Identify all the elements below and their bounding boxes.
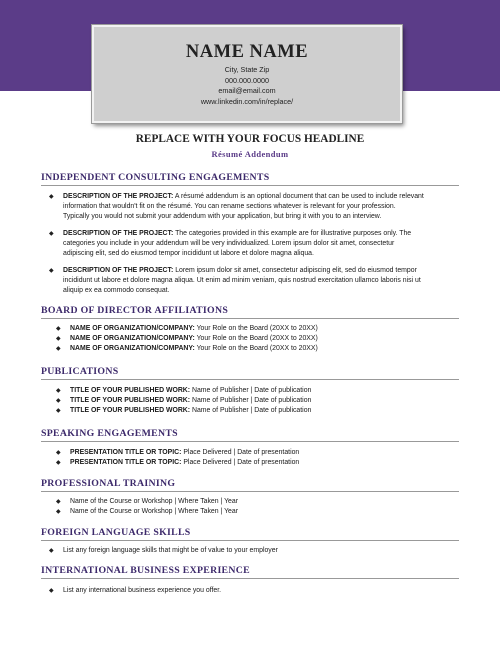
section-divider: [41, 185, 459, 186]
section-title-speaking: SPEAKING ENGAGEMENTS: [41, 428, 178, 439]
section-title-board: BOARD OF DIRECTOR AFFILIATIONS: [41, 305, 229, 316]
section-divider: [41, 540, 459, 541]
section-divider: [41, 441, 459, 442]
list-item: [49, 266, 463, 296]
item-text: Name of Publisher | Date of publication: [192, 407, 312, 414]
item-text: information that wouldn't fit on the résumé. You can rename sections whatever is relevant for your profession.: [63, 203, 396, 210]
publications-list: [56, 386, 460, 416]
list-item: [56, 507, 460, 517]
item-text: Place Delivered | Date of presentation: [183, 459, 300, 466]
item-text: incididunt ut labore et dolore magna aliqua. Ut enim ad minim veniam, quis nostrud exercitation ullamco laboris nisi ut: [63, 277, 421, 284]
email-line: email@email.com: [218, 86, 276, 95]
diamond-bullet-icon: ◆: [56, 509, 61, 515]
training-list: [56, 497, 460, 517]
list-item: [49, 546, 463, 556]
item-label: PRESENTATION TITLE OR TOPIC:: [70, 459, 182, 466]
item-text: adipiscing elit, sed do eiusmod tempor incididunt ut labore et dolore magna aliqua.: [63, 250, 314, 257]
item-label: NAME OF ORGANIZATION/COMPANY:: [70, 345, 195, 352]
diamond-bullet-icon: ◆: [56, 499, 61, 505]
phone-line: 000.000.0000: [225, 75, 269, 85]
list-item: [49, 192, 463, 222]
section-title-training: PROFESSIONAL TRAINING: [41, 478, 176, 489]
city-line: City, State Zip: [224, 65, 270, 74]
item-label: PRESENTATION TITLE OR TOPIC:: [70, 449, 182, 456]
section-divider: [41, 578, 459, 579]
diamond-bullet-icon: ◆: [56, 388, 61, 394]
item-label: DESCRIPTION OF THE PROJECT:: [63, 230, 174, 237]
list-item: [56, 344, 460, 354]
item-text: categories you include in your addendum will be very individualized. Lorem ipsum dolor sit amet, consectetur: [63, 240, 395, 247]
speaking-list: [56, 448, 460, 468]
item-label: NAME OF ORGANIZATION/COMPANY:: [70, 325, 195, 332]
diamond-bullet-icon: ◆: [56, 450, 61, 456]
item-text: Lorem ipsum dolor sit amet, consectetur adipiscing elit, sed do eiusmod tempor: [175, 267, 417, 274]
name-box: [92, 25, 402, 123]
diamond-bullet-icon: ◆: [49, 548, 54, 554]
section-divider: [41, 491, 459, 492]
item-text: List any foreign language skills that might be of value to your employer: [63, 547, 278, 554]
item-text: Name of Publisher | Date of publication: [192, 397, 312, 404]
addendum-subheading: Résumé Addendum: [211, 149, 289, 159]
item-label: DESCRIPTION OF THE PROJECT:: [63, 193, 174, 200]
list-item: [56, 324, 460, 334]
board-list: [56, 324, 460, 354]
linkedin-line: www.linkedin.com/in/replace/: [200, 96, 294, 106]
focus-headline: REPLACE WITH YOUR FOCUS HEADLINE: [135, 133, 365, 145]
item-text: A résumé addendum is an optional document that can be used to include relevant: [174, 193, 424, 200]
international-list: [49, 586, 463, 596]
diamond-bullet-icon: ◆: [49, 194, 54, 200]
languages-list: [49, 546, 463, 556]
item-text: Name of the Course or Workshop | Where Taken | Year: [70, 508, 239, 515]
list-item: [56, 406, 460, 416]
diamond-bullet-icon: ◆: [56, 346, 61, 352]
item-label: TITLE OF YOUR PUBLISHED WORK:: [70, 387, 191, 394]
contact-info: [94, 65, 400, 107]
diamond-bullet-icon: ◆: [56, 398, 61, 404]
item-text: The categories provided in this example are for illustrative purposes only. The: [175, 230, 412, 237]
item-label: DESCRIPTION OF THE PROJECT:: [63, 267, 174, 274]
list-item: [49, 586, 463, 596]
diamond-bullet-icon: ◆: [56, 460, 61, 466]
item-text: Place Delivered | Date of presentation: [183, 449, 300, 456]
item-text: Name of Publisher | Date of publication: [192, 387, 312, 394]
item-label: TITLE OF YOUR PUBLISHED WORK:: [70, 407, 191, 414]
section-divider: [41, 379, 459, 380]
section-title-languages: FOREIGN LANGUAGE SKILLS: [41, 527, 191, 538]
diamond-bullet-icon: ◆: [56, 408, 61, 414]
list-item: [49, 229, 463, 259]
section-divider: [41, 318, 459, 319]
item-text: Name of the Course or Workshop | Where Taken | Year: [70, 498, 239, 505]
diamond-bullet-icon: ◆: [49, 231, 54, 237]
applicant-name: NAME NAME: [185, 42, 309, 62]
list-item: [56, 458, 460, 468]
list-item: [56, 386, 460, 396]
list-item: [56, 396, 460, 406]
diamond-bullet-icon: ◆: [49, 268, 54, 274]
item-text: Your Role on the Board (20XX to 20XX): [196, 335, 318, 342]
item-label: TITLE OF YOUR PUBLISHED WORK:: [70, 397, 191, 404]
item-text: Your Role on the Board (20XX to 20XX): [196, 345, 318, 352]
diamond-bullet-icon: ◆: [49, 588, 54, 594]
list-item: [56, 497, 460, 507]
list-item: [56, 448, 460, 458]
item-text: aliquip ex ea commodo consequat.: [63, 287, 170, 294]
item-text: Your Role on the Board (20XX to 20XX): [196, 325, 318, 332]
item-text: Typically you would not submit your addendum with your application, but bring it with you to an interview.: [63, 213, 382, 220]
item-label: NAME OF ORGANIZATION/COMPANY:: [70, 335, 195, 342]
section-title-international: INTERNATIONAL BUSINESS EXPERIENCE: [41, 565, 250, 576]
section-title-consulting: INDEPENDENT CONSULTING ENGAGEMENTS: [41, 172, 270, 183]
diamond-bullet-icon: ◆: [56, 336, 61, 342]
list-item: [56, 334, 460, 344]
consulting-list: [49, 192, 463, 296]
section-title-publications: PUBLICATIONS: [41, 366, 119, 377]
diamond-bullet-icon: ◆: [56, 326, 61, 332]
item-text: List any international business experience you offer.: [63, 587, 222, 594]
